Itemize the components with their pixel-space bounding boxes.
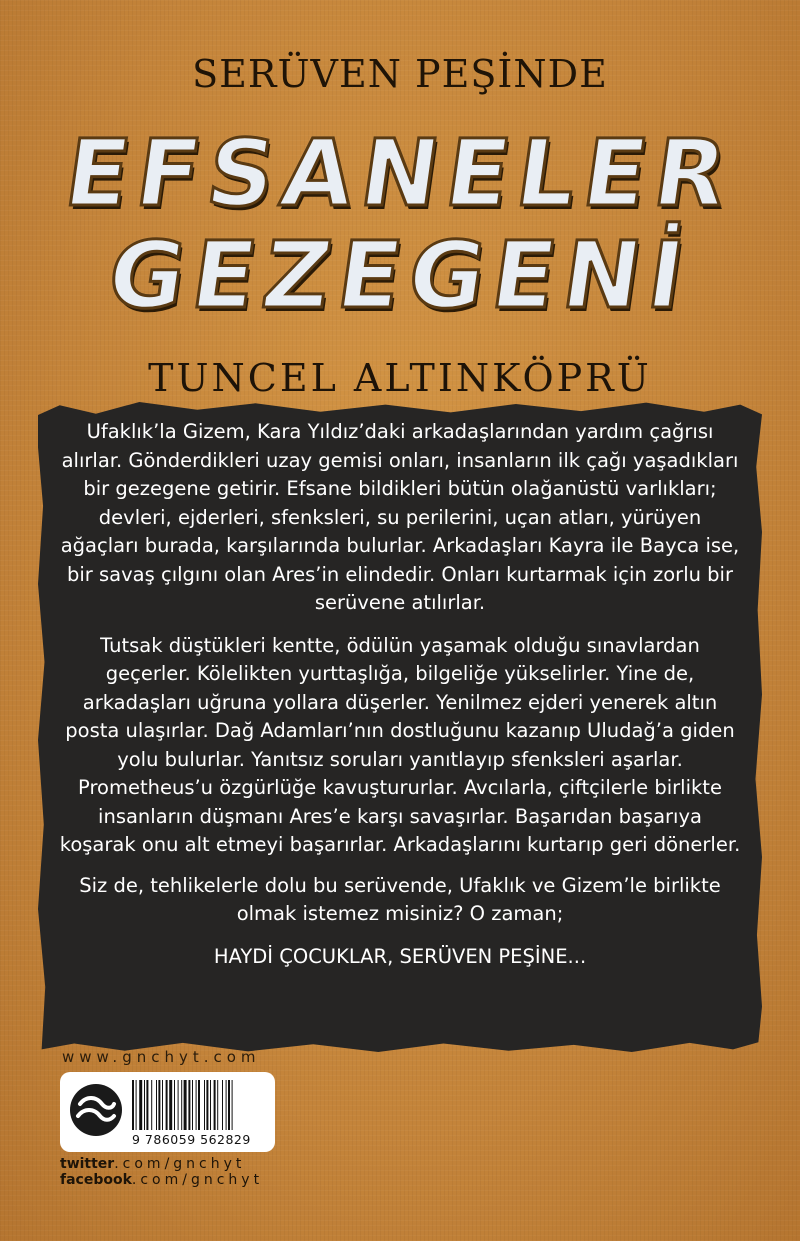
barcode-bar — [188, 1080, 190, 1130]
blurb-paragraph-1: Ufaklık’la Gizem, Kara Yıldız’daki arkadaşlarından yardım çağrısı alırlar. Gönderdikleri uzay gemisi onları, insanların ilk çağı yaşadıkları bir gezegene getirir. Efsane bildikleri bütün olağanüstü varlıkları; devleri, ejderleri, sfenksleri, su perilerini, uçan atları, yürüyen ağaçları burada, karşılarında bulurlar. Arkadaşları Kayra ile Bayca ise, bir savaş çılgını olan Ares’in elindedir. Onları kurtarmak için zorlu bir serüvene atılırlar. — [60, 420, 740, 614]
barcode-bar — [156, 1080, 157, 1130]
barcode-bar — [181, 1080, 182, 1130]
website-url: www.gnchyt.com — [62, 1048, 261, 1066]
barcode-box — [60, 1072, 275, 1152]
blurb-paragraph-3: Siz de, tehlikelerle dolu bu serüvende, Ufaklık ve Gizem’le birlikte olmak istemez misiniz? O zaman; — [79, 873, 721, 925]
barcode-bar — [226, 1080, 227, 1130]
twitter-label: twitter — [60, 1156, 115, 1172]
barcode-bar — [162, 1080, 163, 1130]
barcode-bar — [136, 1080, 137, 1130]
barcode-bar — [151, 1080, 152, 1130]
barcode-bar — [206, 1080, 208, 1130]
blurb-paragraph-4: HAYDİ ÇOCUKLAR, SERÜVEN PEŞİNE... — [213, 944, 587, 968]
barcode-bar — [166, 1080, 168, 1130]
barcode-bar — [232, 1080, 233, 1130]
barcode-bar — [158, 1080, 160, 1130]
blurb-paragraph-2: Tutsak düştükleri kentte, ödülün yaşamak olduğu sınavlardan geçerler. Kölelikten yurttaşlığa, bilgeliğe yükselirler. Yine de, arkadaşları uğruna yollara düşerler. Yenilmez ejderi yenerek altın posta ulaşırlar. Dağ Adamları’nın dostluğunu kazanıp Uludağ’a giden yolu bulurlar. Yanıtsız soruları yanıtlayıp sfenksleri aşarlar. Prometheus’u özgürlüğe kavuştururlar. Avcılarla, çiftçilerle birlikte insanların düşmanı Ares’e karşı savaşırlar. Başarıdan başarıya koşarak onu alt etmeyi başarırlar. Arkadaşlarını kurtarıp geri dönerler. — [59, 633, 741, 856]
barcode-bar — [169, 1080, 172, 1130]
blurb-text — [58, 418, 742, 985]
barcode-bar — [210, 1080, 211, 1130]
barcode-bar — [184, 1080, 187, 1130]
publisher-logo-icon — [68, 1082, 124, 1138]
facebook-label: facebook — [60, 1172, 132, 1188]
twitter-handle: .com/gnchyt — [114, 1156, 246, 1172]
barcode-bar — [132, 1080, 134, 1130]
barcode-bar — [214, 1080, 216, 1130]
barcode-bar — [222, 1080, 223, 1130]
isbn-number: 9 786059 562829 — [132, 1132, 251, 1147]
barcode-bar — [178, 1080, 179, 1130]
barcode-bar — [144, 1080, 145, 1130]
facebook-handle: .com/gnchyt — [131, 1172, 264, 1188]
book-title-line1: EFSANELER — [58, 120, 742, 227]
author-name: TUNCEL ALTINKÖPRÜ — [148, 356, 652, 400]
barcode-bar — [139, 1080, 142, 1130]
barcode-bar — [174, 1080, 175, 1130]
barcode-bar — [198, 1080, 200, 1130]
barcode — [132, 1080, 267, 1130]
series-title: SERÜVEN PEŞİNDE — [192, 52, 608, 96]
barcode-bar — [196, 1080, 197, 1130]
barcode-bar — [146, 1080, 148, 1130]
barcode-bar — [192, 1080, 193, 1130]
barcode-bar — [228, 1080, 230, 1130]
barcode-bar — [204, 1080, 205, 1130]
book-title-line2: GEZEGENİ — [101, 222, 699, 329]
twitter-link — [60, 1156, 245, 1172]
barcode-bar — [217, 1080, 218, 1130]
facebook-link — [60, 1172, 263, 1188]
